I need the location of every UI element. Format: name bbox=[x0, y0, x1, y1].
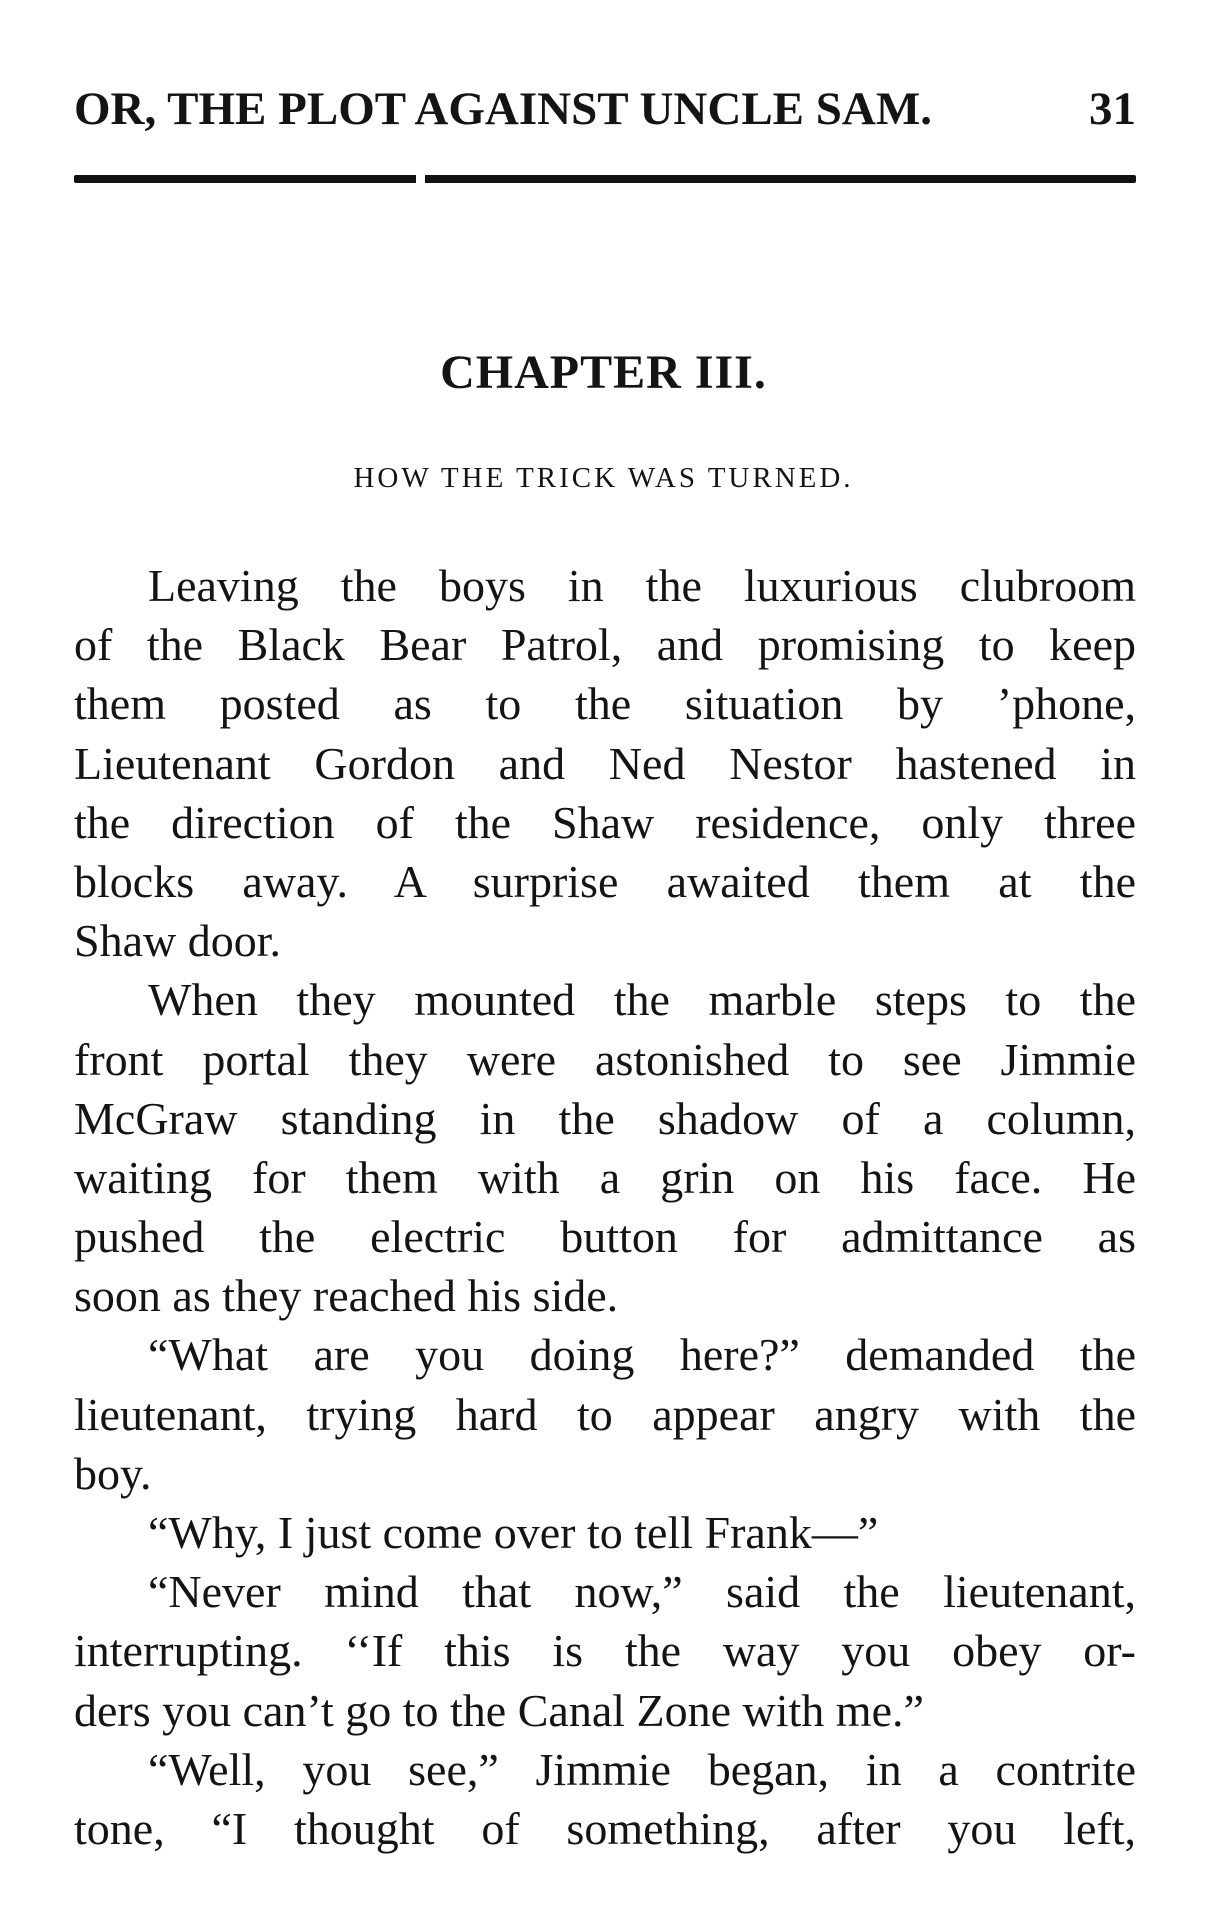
text-line: lieutenant, trying hard to appear angry with the bbox=[74, 1388, 1136, 1440]
text-line: interrupting. ‘‘If this is the way you obey or- bbox=[74, 1625, 1136, 1677]
text-line: waiting for them with a grin on his face. He bbox=[74, 1151, 1136, 1203]
text-line: tone, “I thought of something, after you left, bbox=[74, 1802, 1136, 1854]
text-line: boy. bbox=[74, 1447, 152, 1499]
chapter-heading: CHAPTER III. bbox=[440, 346, 767, 399]
text-line: the direction of the Shaw residence, only three bbox=[74, 796, 1136, 848]
text-line: “What are you doing here?” demanded the bbox=[148, 1329, 1136, 1381]
header-rule-gap bbox=[416, 172, 425, 186]
text-line: Leaving the boys in the luxurious clubroom bbox=[148, 560, 1136, 611]
text-line: them posted as to the situation by ’phone, bbox=[74, 678, 1136, 730]
text-line: “Never mind that now,” said the lieutenant, bbox=[148, 1566, 1136, 1618]
text-line: McGraw standing in the shadow of a column, bbox=[74, 1092, 1136, 1144]
chapter-subtitle: HOW THE TRICK WAS TURNED. bbox=[353, 462, 854, 494]
text-line: front portal they were astonished to see Jimmie bbox=[74, 1033, 1136, 1085]
body-text bbox=[74, 556, 1136, 1858]
text-line: “Well, you see,” Jimmie began, in a contrite bbox=[148, 1743, 1136, 1795]
text-line: ders you can’t go to the Canal Zone with me.” bbox=[74, 1684, 924, 1736]
text-line: soon as they reached his side. bbox=[74, 1270, 619, 1322]
running-title: OR, THE PLOT AGAINST UNCLE SAM. bbox=[74, 83, 932, 135]
text-line: pushed the electric button for admittance as bbox=[74, 1211, 1136, 1263]
page-number: 31 bbox=[1089, 83, 1136, 135]
running-head bbox=[74, 82, 1136, 152]
text-line: Lieutenant Gordon and Ned Nestor hastened in bbox=[74, 737, 1136, 789]
text-line: Shaw door. bbox=[74, 915, 281, 967]
text-line: When they mounted the marble steps to the bbox=[148, 974, 1136, 1026]
text-line: blocks away. A surprise awaited them at the bbox=[74, 855, 1136, 907]
text-line: of the Black Bear Patrol, and promising to keep bbox=[74, 619, 1136, 671]
header-rule bbox=[74, 175, 1136, 183]
text-line: “Why, I just come over to tell Frank—” bbox=[148, 1507, 879, 1558]
